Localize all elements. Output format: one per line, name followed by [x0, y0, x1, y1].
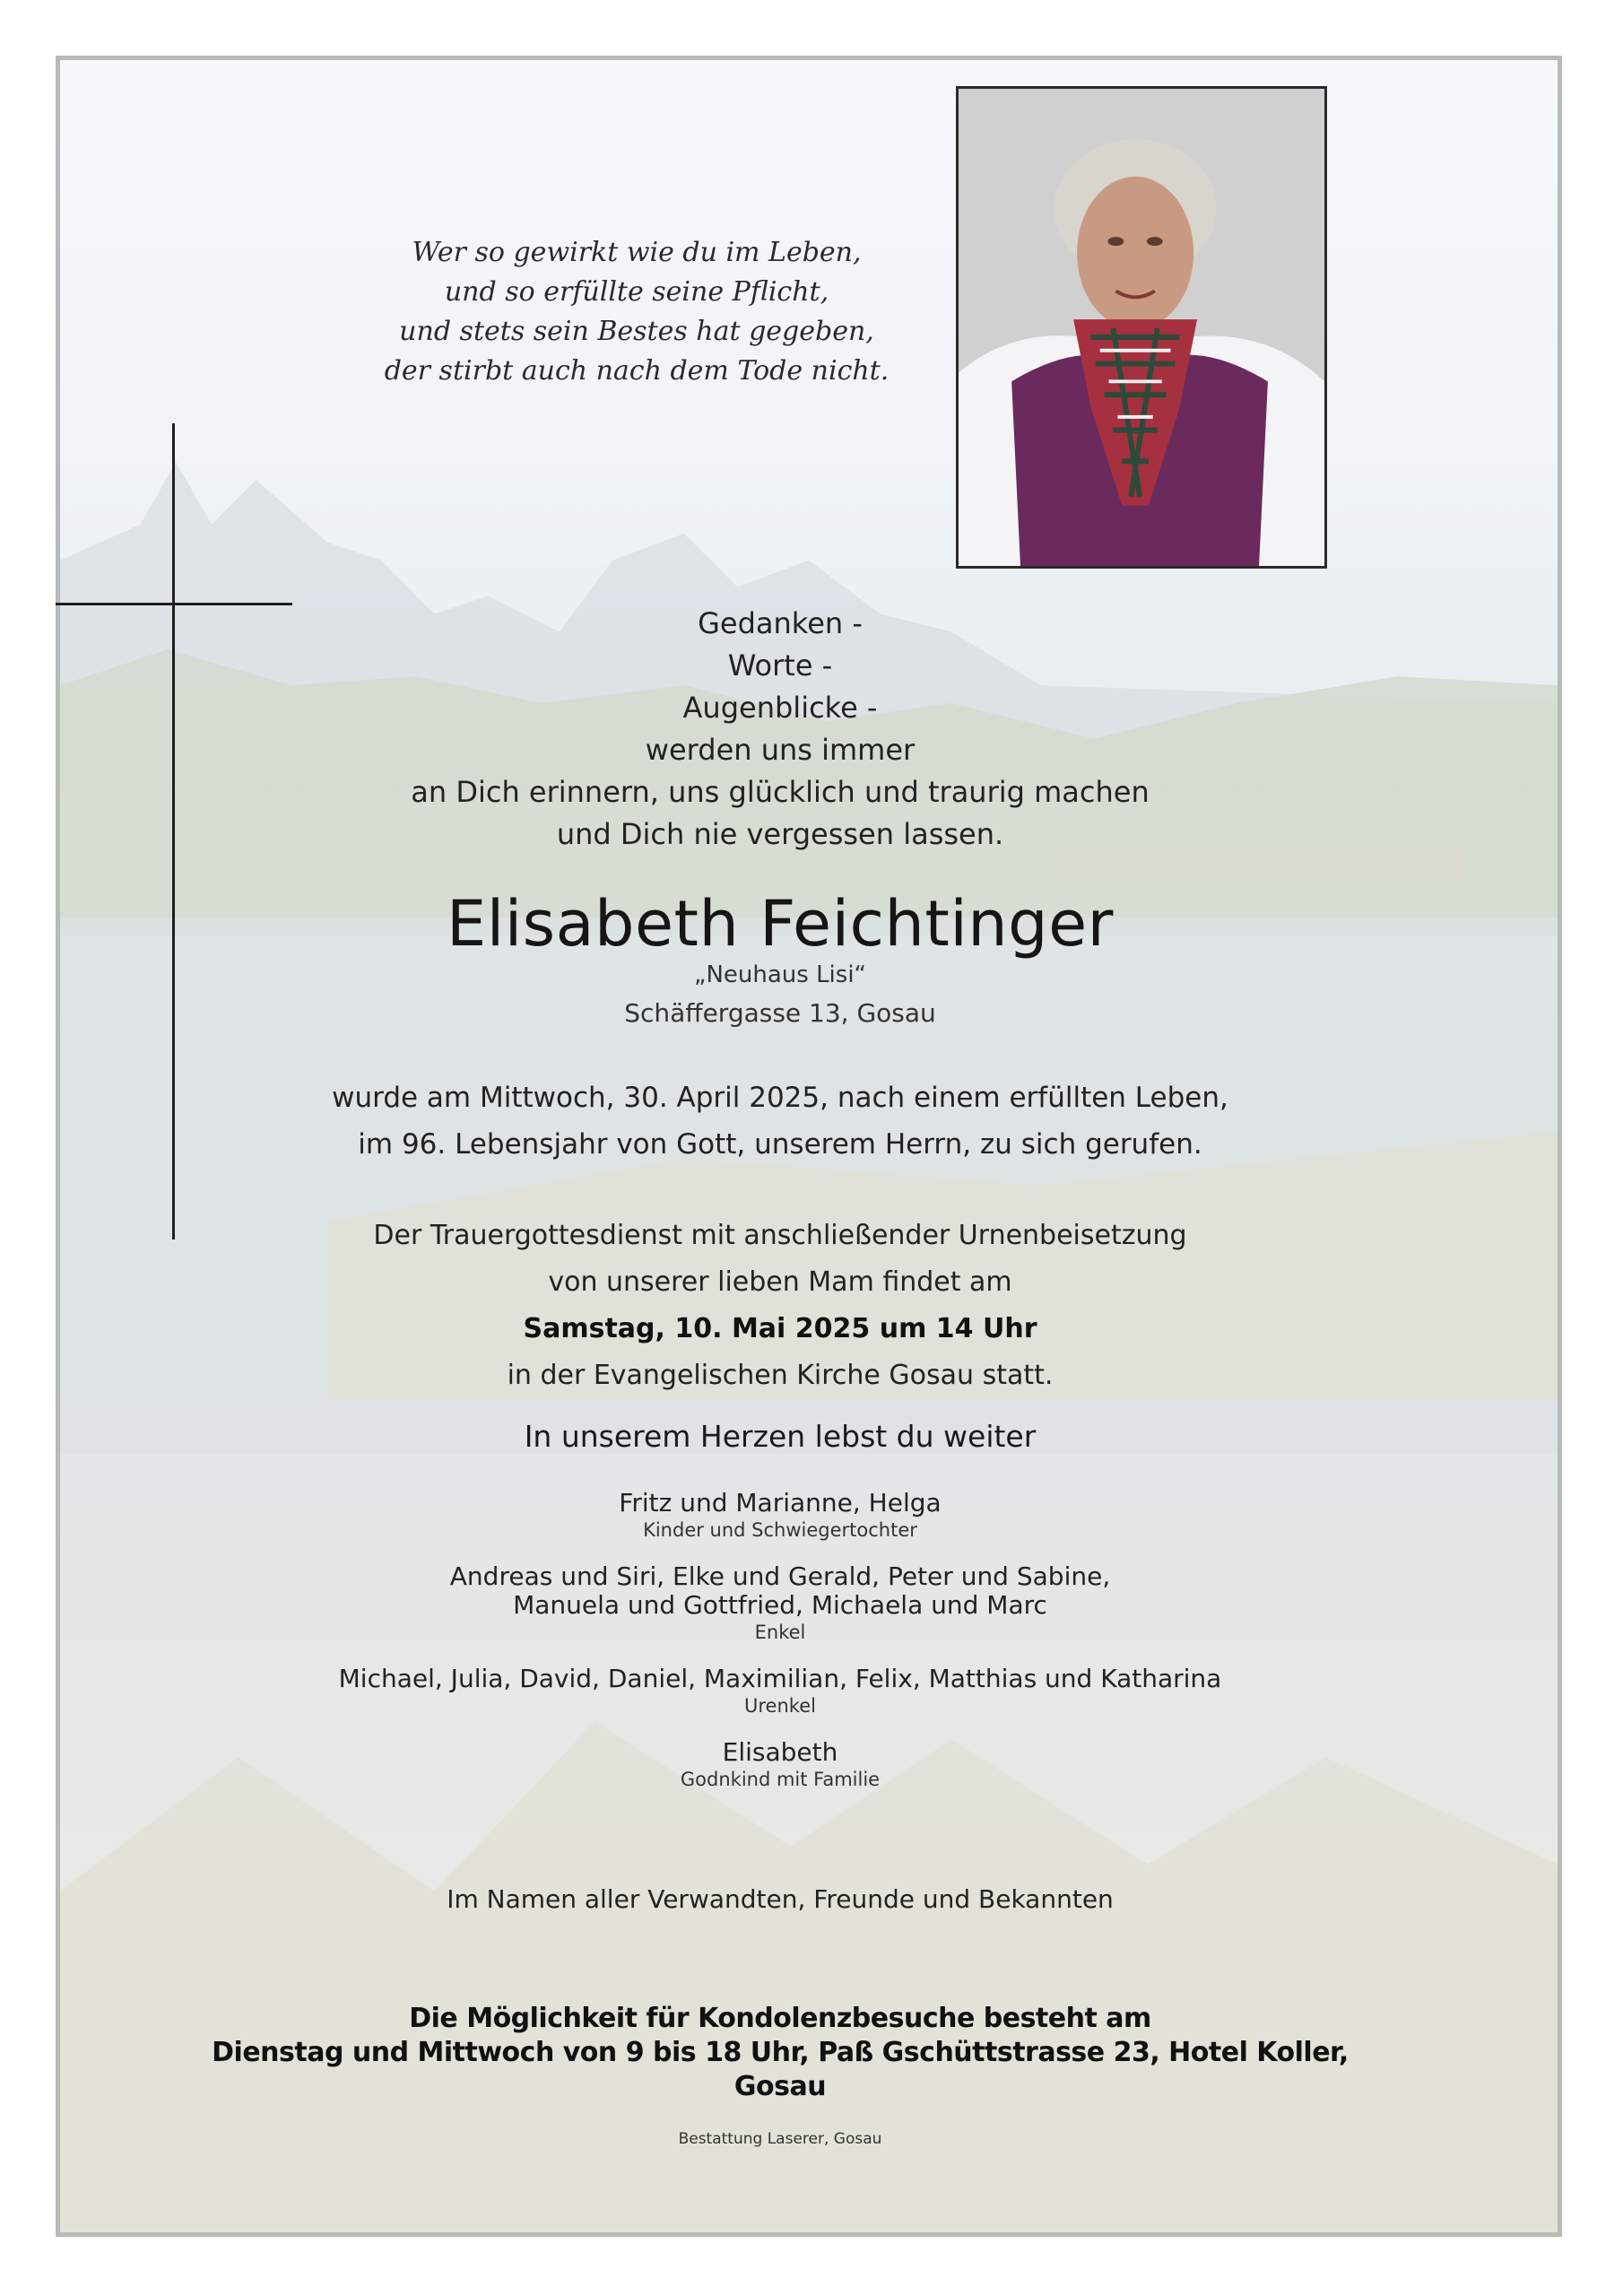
- service-line: Der Trauergottesdienst mit anschließender Urnenbeisetzung: [373, 1220, 1187, 1251]
- family-group: [215, 1489, 1345, 1543]
- thoughts-line: Augenblicke -: [682, 691, 878, 725]
- deceased-name: Elisabeth Feichtinger: [447, 887, 1114, 961]
- family-role: Godnkind mit Familie: [680, 1769, 881, 1790]
- family-role: Urenkel: [744, 1695, 816, 1717]
- thoughts-line: werden uns immer: [645, 733, 916, 767]
- family-role: Kinder und Schwiegertochter: [643, 1519, 917, 1541]
- service-date: Samstag, 10. Mai 2025 um 14 Uhr: [523, 1313, 1037, 1344]
- thoughts-line: Worte -: [727, 648, 833, 683]
- cross-horizontal-bar: [56, 603, 292, 605]
- condolence-line: Dienstag und Mittwoch von 9 bis 18 Uhr, Paß Gschüttstrasse 23, Hotel Koller, Gosau: [212, 2037, 1349, 2102]
- cross-vertical-bar: [172, 423, 175, 1239]
- thoughts-verse: [269, 603, 1291, 856]
- family-names: Michael, Julia, David, Daniel, Maximilian, Felix, Matthias und Katharina: [338, 1664, 1222, 1693]
- family-group: [215, 1738, 1345, 1792]
- family-role: Enkel: [754, 1622, 806, 1643]
- service-line: von unserer lieben Mam findet am: [548, 1266, 1012, 1298]
- family-group: [215, 1665, 1345, 1718]
- portrait-illustration: [959, 89, 1324, 566]
- family-names: Andreas und Siri, Elke und Gerald, Peter und Sabine,: [449, 1561, 1111, 1591]
- eye-left: [1108, 237, 1124, 246]
- death-notice: [269, 1074, 1291, 1168]
- family-names: Manuela und Gottfried, Michaela und Marc: [513, 1590, 1047, 1620]
- eye-right: [1147, 237, 1163, 246]
- condolence-info: [179, 2002, 1381, 2104]
- undertaker-credit: Bestattung Laserer, Gosau: [678, 2130, 882, 2148]
- deceased-address: Schäffergasse 13, Gosau: [624, 998, 936, 1028]
- deceased-nickname: „Neuhaus Lisi“: [693, 961, 867, 988]
- family-names: Elisabeth: [722, 1737, 838, 1767]
- death-notice-line: wurde am Mittwoch, 30. April 2025, nach einem erfüllten Leben,: [332, 1082, 1228, 1114]
- condolence-line: Die Möglichkeit für Kondolenzbesuche besteht am: [409, 2003, 1151, 2034]
- family-group: [215, 1562, 1345, 1645]
- family-names: Fritz und Marianne, Helga: [619, 1488, 942, 1518]
- heart-line: In unserem Herzen lebst du weiter: [524, 1419, 1037, 1454]
- thoughts-line: und Dich nie vergessen lassen.: [556, 817, 1004, 851]
- thoughts-line: an Dich erinnern, uns glücklich und traurig machen: [411, 775, 1150, 809]
- poem-line: Wer so gewirkt wie du im Leben,: [412, 237, 862, 268]
- face: [1077, 177, 1193, 329]
- poem-line: und stets sein Bestes hat gegeben,: [399, 316, 874, 347]
- portrait-photo: [956, 86, 1327, 569]
- thoughts-line: Gedanken -: [698, 606, 863, 640]
- poem-line: der stirbt auch nach dem Tode nicht.: [384, 355, 890, 387]
- death-notice-line: im 96. Lebensjahr von Gott, unserem Herrn, zu sich gerufen.: [358, 1128, 1202, 1161]
- poem-line: und so erfüllte seine Pflicht,: [444, 276, 829, 308]
- memorial-poem: [269, 233, 1004, 391]
- closing-line: Im Namen aller Verwandten, Freunde und Bekannten: [447, 1884, 1114, 1914]
- mourners-list: [215, 1489, 1345, 1812]
- funeral-service: [269, 1213, 1291, 1399]
- service-place: in der Evangelischen Kirche Gosau statt.: [507, 1360, 1054, 1391]
